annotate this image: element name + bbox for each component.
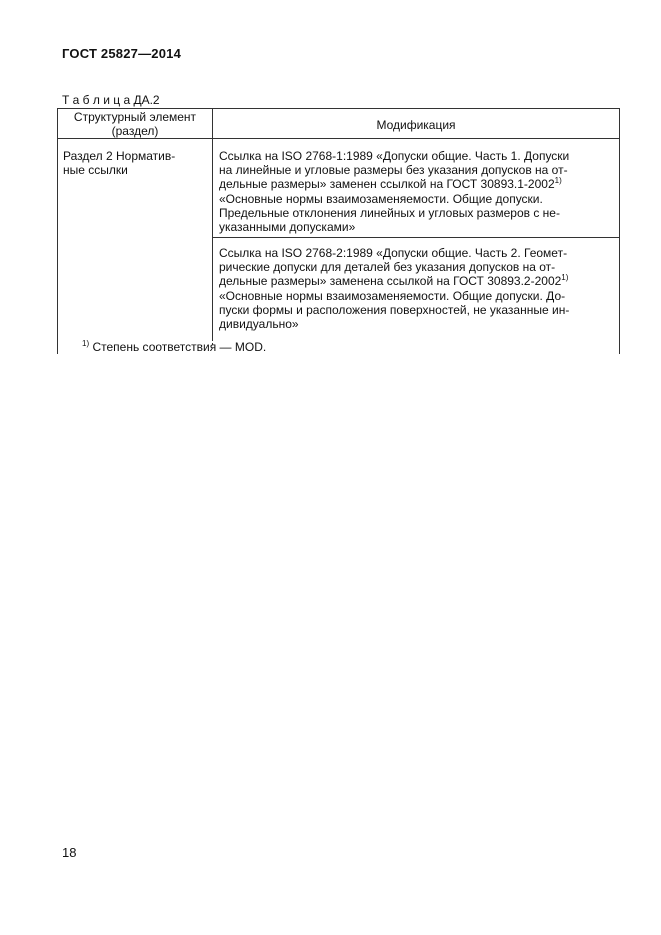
modification-2 xyxy=(219,246,615,331)
document-code: ГОСТ 25827—2014 xyxy=(62,46,181,61)
section-cell xyxy=(63,149,208,177)
modification-1 xyxy=(219,149,615,234)
footnote-mark: 1) xyxy=(82,339,90,348)
column-header-modification: Модификация xyxy=(376,118,456,132)
mod2-footnote-ref: 1) xyxy=(561,273,569,283)
mod2-line1: Ссылка на ISO 2768-2:1989 «Допуски общие. Часть 2. Геомет- xyxy=(219,246,568,260)
page-number: 18 xyxy=(62,845,77,860)
mod2-line3-text: дельные размеры» заменена ссылкой на ГОСТ 30893.2-2002 xyxy=(219,274,562,289)
mod2-line5: пуски формы и расположения поверхностей, не указанные ин- xyxy=(219,302,570,317)
mod1-line3 xyxy=(219,177,615,191)
row-divider xyxy=(213,237,619,238)
mod1-line3-text: дельные размеры» заменен ссылкой на ГОСТ 30893.1-2002 xyxy=(219,177,555,192)
section-line1: Раздел 2 Норматив- xyxy=(63,149,176,163)
mod1-line1: Ссылка на ISO 2768-1:1989 «Допуски общие. Часть 1. Допуски xyxy=(219,149,570,163)
mod2-line2: рические допуски для деталей без указания допусков на от- xyxy=(219,260,556,275)
mod1-footnote-ref: 1) xyxy=(554,176,562,186)
mod2-line6: дивидуально» xyxy=(219,317,299,332)
mod2-line4: «Основные нормы взаимозаменяемости. Общие допуски. До- xyxy=(219,288,566,303)
column-header-structure xyxy=(58,110,212,138)
table-footnote xyxy=(82,340,266,354)
column-divider xyxy=(212,109,213,341)
mod1-line6: указанными допусками» xyxy=(219,220,356,235)
column-header-structure-line2: (раздел) xyxy=(111,124,159,139)
mod1-line2: на линейные и угловые размеры без указания допусков на от- xyxy=(219,163,568,178)
mod2-line3 xyxy=(219,274,615,288)
section-line2: ные ссылки xyxy=(63,163,128,178)
table-caption: Т а б л и ц а ДА.2 xyxy=(62,93,160,107)
mod1-line5: Предельные отклонения линейных и угловых размеров с не- xyxy=(219,205,560,220)
column-header-structure-line1: Структурный элемент xyxy=(73,110,197,124)
modification-table xyxy=(57,108,620,354)
mod1-line4: «Основные нормы взаимозаменяемости. Общие допуски. xyxy=(219,191,543,206)
footnote-text: Степень соответствия — MOD. xyxy=(92,340,267,354)
